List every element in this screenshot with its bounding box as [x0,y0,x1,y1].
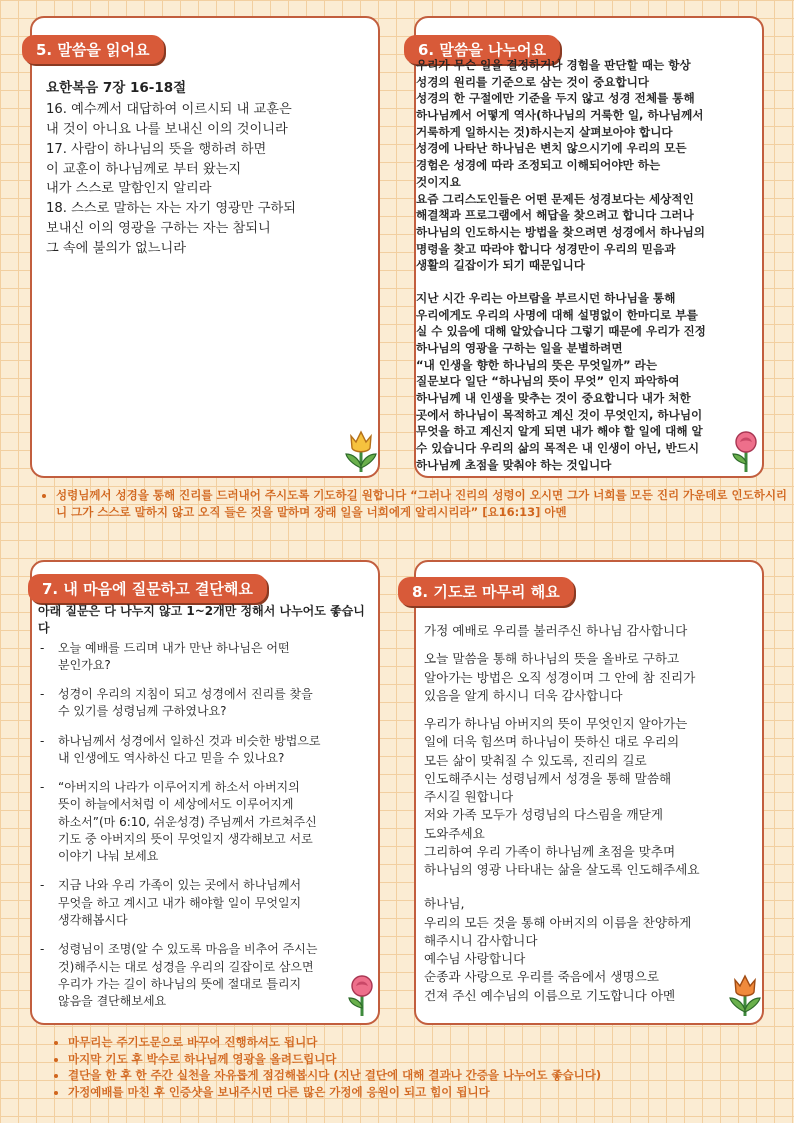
share-line: 거룩하게 일하시는 것)하시는지 살펴보아야 합니다 [416,124,673,139]
question-item: - 지금 나와 우리 가족이 있는 곳에서 하나님께서 무엇을 하고 계시고 내가 해야할 일이 무엇일지 생각해봅시다 [38,877,374,929]
share-line: 요즘 그리스도인들은 어떤 문제든 성경보다는 세상적인 [416,191,694,206]
section-tag-5: 5. 말씀을 읽어요 [22,35,164,64]
tulip-icon [342,428,380,474]
share-line: 하나님께 내 인생을 맞추는 것이 중요합니다 내가 처한 [416,391,691,406]
share-line: 성경에 나타난 하나님은 변치 않으시기에 우리의 모든 [416,141,687,156]
bottom-note: • 결단을 한 후 한 주간 실천을 자유롭게 점검해봅시다 (지난 결단에 대해 결과나 간증을 나누어도 좋습니다) [68,1067,782,1084]
share-line: 수 있습니다 우리의 삶의 목적은 내 인생이 아닌, 반드시 [416,441,700,456]
prayer-paragraph: 가정 예배로 우리를 불러주신 하나님 감사합니다 [424,623,688,638]
bottom-note: • 가정예배를 마친 후 인증샷을 보내주시면 다른 많은 가정에 응원이 되고 힘이 됩니다 [68,1084,782,1101]
scripture-lines [46,100,371,258]
scripture-line: 이 교훈이 하나님께로 부터 왔는지 [46,161,242,177]
share-line: 우리가 무슨 일을 결정하거나 경험을 판단할 때는 항상 [416,58,691,72]
scripture-line: 내가 스스로 말함인지 알리라 [46,181,212,197]
mid-note [40,487,788,520]
scripture-line: 보내신 이의 영광을 구하는 자는 참되니 [46,221,271,237]
share-line: 지난 시간 우리는 아브람을 부르시던 하나님을 통해 [416,290,676,305]
tulip-icon [726,972,764,1018]
scripture-line: 내 것이 아니요 나를 보내신 이의 것이니라 [46,122,288,138]
share-line [416,274,766,290]
share-line: 하나님의 인도하시는 방법을 찾으려면 성경에서 하나님의 [416,224,705,239]
question-item: - 성령님이 조명(알 수 있도록 마음을 비추어 주시는 것)해주시는 대로 성경을 우리의 길잡이로 삼으면 우리가 가는 길이 하나님의 뜻에 절대로 틀리지 않음을 결단해보세요 [38,941,374,1010]
bottom-note: • 마무리는 주기도문으로 바꾸어 진행하셔도 됩니다 [68,1034,782,1051]
section-tag-7: 7. 내 마음에 질문하고 결단해요 [28,574,267,603]
question-list [38,640,374,1011]
share-line: 우리에게도 우리의 사명에 대해 설명없이 한마디로 부를 [416,307,698,322]
card5-body [46,78,371,259]
scripture-line: 17. 사람이 하나님의 뜻을 행하려 하면 [46,141,267,157]
question-item: - 성경이 우리의 지침이 되고 성경에서 진리를 찾을 수 있기를 성령님께 구하였나요? [38,686,374,721]
share-line: 곳에서 하나님이 목적하고 계신 것이 무엇인지, 하나님이 [416,407,703,422]
share-line: 명령을 찾고 따라야 합니다 성경만이 우리의 믿음과 [416,241,676,256]
share-line: 하나님께서 어떻게 역사(하나님의 거룩한 일, 하나님께서 [416,108,704,123]
mid-note-text: • 성령님께서 성경을 통해 진리를 드러내어 주시도록 기도하길 원합니다 “그러나 진리의 성령이 오시면 그가 너희를 모든 진리 가운데로 인도하시리니 그가 스스로 말하지 않고 오직 들은 것을 말하며 장래 일을 너희에게 알리시리라” [요16:13] 아멘 [56,487,788,520]
bottom-note: • 마지막 기도 후 박수로 하나님께 영광을 올려드립니다 [68,1051,782,1068]
rose-icon [344,974,380,1018]
rose-icon [728,430,764,474]
section-tag-8: 8. 기도로 마무리 해요 [398,577,574,606]
question-intro: 아래 질문은 다 나누지 않고 1~2개만 정해서 나누어도 좋습니다 [38,604,365,636]
question-item: - “아버지의 나라가 이루어지게 하소서 아버지의 뜻이 하늘에서처럼 이 세상에서도 이루어지게 하소서”(마 6:10, 쉬운성경) 주님께서 가르쳐주신 기도 중 아버지의 뜻이 무엇일지 생각해보고 서로 이야기 나눠 보세요 [38,779,374,865]
share-line: 질문보다 일단 “하나님의 뜻이 무엇” 인지 파악하여 [416,374,680,389]
share-line: 하나님의 영광을 구하는 일을 분별하려면 [416,341,623,355]
bottom-notes [52,1034,782,1101]
section-tag-6: 6. 말씀을 나누어요 [404,35,560,64]
card8-body [424,622,760,1005]
share-line: 하나님께 초점을 맞춰야 하는 것입니다 [416,457,612,472]
scripture-line: 그 속에 불의가 없느니라 [46,240,186,256]
prayer-paragraph: 우리가 하나님 아버지의 뜻이 무엇인지 알아가는 일에 더욱 힘쓰며 하나님이 뜻하신 대로 우리의 모든 삶이 맞춰질 수 있도록, 진리의 길로 인도해주시는 성령님께서 성경을 통해 말씀해 주시길 원합니다 저와 가족 모두가 성령님의 다스림을 깨닫게 도와주세요 그리하여 우리 가족이 하나님께 초점을 맞추며 하나님의 영광 나타내는 삶을 살도록 인도해주세요 [424,716,700,877]
scripture-line: 16. 예수께서 대답하여 이르시되 내 교훈은 [46,102,292,118]
card6-body [416,57,766,474]
scripture-line: 18. 스스로 말하는 자는 자기 영광만 구하되 [46,201,296,217]
question-item: - 하나님께서 성경에서 일하신 것과 비슷한 방법으로 내 인생에도 역사하신 다고 믿을 수 있나요? [38,733,374,768]
share-line: 해결책과 프로그램에서 해답을 찾으려고 합니다 그러나 [416,208,694,223]
share-line: 무엇을 하고 계신지 알게 되면 내가 해야 할 일에 대해 알 [416,424,703,439]
prayer-paragraph: 하나님, 우리의 모든 것을 통해 아버지의 이름을 찬양하게 해주시니 감사합니다 예수님 사랑합니다 순종과 사랑으로 우리를 죽음에서 생명으로 건져 주신 예수님의 이름으로 기도합니다 아멘 [424,896,692,1003]
share-line: 성경의 한 구절에만 기준을 두지 않고 성경 전체를 통해 [416,91,695,106]
share-line: 경험은 성경에 따라 조정되고 이해되어야만 하는 [416,158,661,173]
share-line: 성경의 원리를 기준으로 삼는 것이 중요합니다 [416,74,649,89]
card7-body [38,603,374,1022]
share-line: “내 인생을 향한 하나님의 뜻은 무엇일까” 라는 [416,357,658,372]
share-line: 것이지요 [416,174,461,189]
share-line: 생활의 길잡이가 되기 때문입니다 [416,258,585,273]
question-item: - 오늘 예배를 드리며 내가 만난 하나님은 어떤 분인가요? [38,640,374,675]
share-line: 실 수 있음에 대해 알았습니다 그렇기 때문에 우리가 진정 [416,324,706,339]
scripture-reference: 요한복음 7장 16-18절 [46,80,187,96]
prayer-paragraph: 오늘 말씀을 통해 하나님의 뜻을 올바로 구하고 알아가는 방법은 오직 성경이며 그 안에 참 진리가 있음을 알게 하시니 더욱 감사합니다 [424,651,696,703]
